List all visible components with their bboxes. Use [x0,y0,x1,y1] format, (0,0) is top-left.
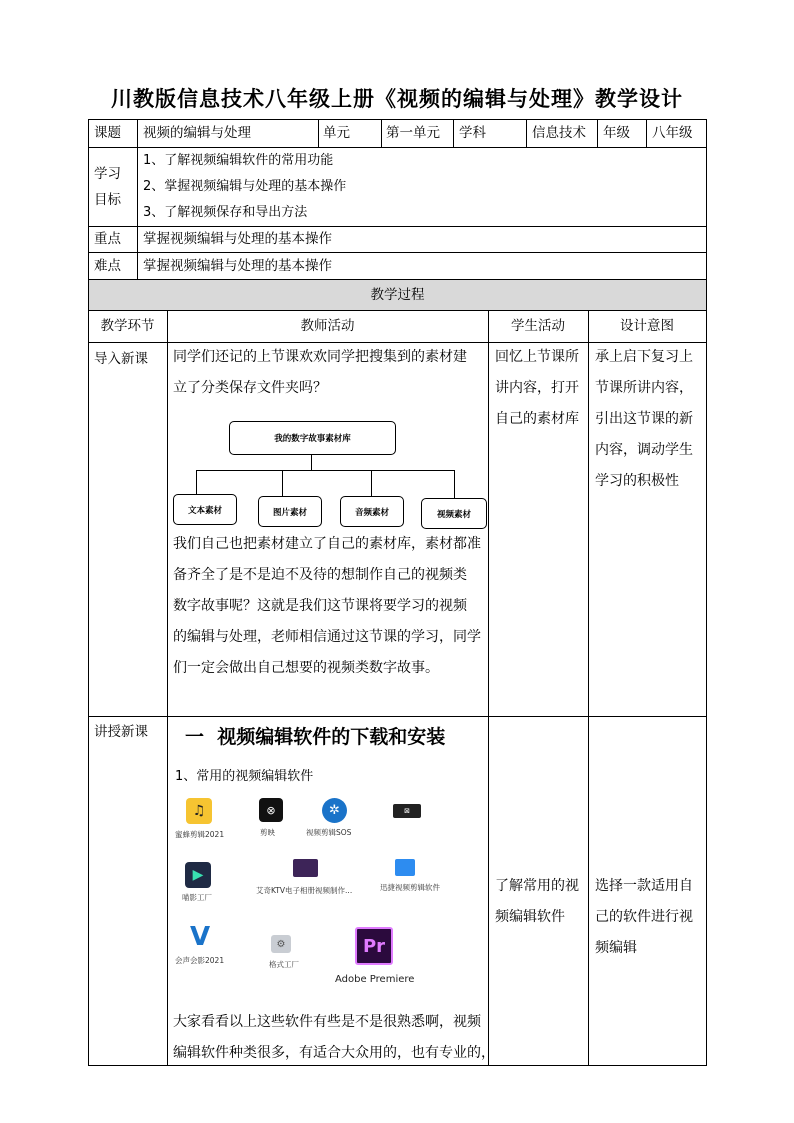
video-sos-icon: ✲ [322,798,347,823]
intro-teacher-line: 我们自己也把素材建立了自己的素材库，素材都准 [173,536,481,552]
intro-teacher-line: 立了分类保存文件夹吗？ [173,380,327,396]
lecture-intent-line: 选择一款适用自 [595,878,693,894]
intro-stage: 导入新课 [94,351,148,367]
intro-teacher-line: 的编辑与处理，老师相信通过这节课的学习，同学 [173,629,481,645]
filmora-icon: ▶ [185,862,211,888]
app-label: 迅捷视频剪辑软件 [380,883,440,892]
lecture-student-line: 频编辑软件 [495,909,565,925]
app-label: 蜜蜂剪辑2021 [175,830,225,839]
course-value: 视频的编辑与处理 [143,125,251,141]
lecture-stage: 讲授新课 [94,724,148,740]
xunjie-video-icon [395,859,415,876]
intro-intent-line: 内容，调动学生 [595,442,693,458]
intro-teacher-line: 们一定会做出自己想要的视频类数字故事。 [173,660,439,676]
lecture-heading: 一 视频编辑软件的下载和安装 [185,726,446,748]
app-label: 剪映 [260,828,275,837]
difficulty-text: 掌握视频编辑与处理的基本操作 [143,258,332,274]
intro-intent-line: 学习的积极性 [595,473,679,489]
unit-key: 单元 [323,125,350,141]
intro-student-line: 讲内容，打开 [495,380,579,396]
app-label: 会声会影2021 [175,956,225,965]
intro-student-line: 自己的素材库 [495,411,579,427]
goals-label-2: 目标 [94,192,121,208]
intro-intent-line: 引出这节课的新 [595,411,693,427]
difficulty-label: 难点 [94,258,121,274]
diagram-child-image: 图片素材 [258,496,322,527]
intro-teacher-line: 同学们还记的上节课欢欢同学把搜集到的素材建 [173,349,467,365]
app-label: 视频剪辑SOS [306,828,352,837]
intro-intent-line: 承上启下复习上 [595,349,693,365]
format-factory-icon: ⚙ [271,935,291,953]
diagram-child-video: 视频素材 [421,498,487,529]
subject-value: 信息技术 [532,125,586,141]
col-header-stage: 教学环节 [100,318,155,334]
diagram-root: 我的数字故事素材库 [229,421,396,455]
key-point-text: 掌握视频编辑与处理的基本操作 [143,231,332,247]
intro-teacher-line: 数字故事呢？这就是我们这节课将要学习的视频 [173,598,467,614]
jianying-small-icon: ⊠ [393,804,421,818]
app-label: 艾奇KTV电子相册视频制作... [256,886,353,895]
app-label: Adobe Premiere [335,974,415,985]
goal-item: 2、掌握视频编辑与处理的基本操作 [143,179,347,194]
course-key: 课题 [94,125,121,141]
jianying-icon: ⊗ [259,798,283,822]
intro-teacher-line: 备齐全了是不是迫不及待的想制作自己的视频类 [173,567,467,583]
col-header-intent: 设计意图 [620,318,674,334]
diagram-child-text: 文本素材 [173,494,237,525]
lecture-teacher-line: 编辑软件种类很多，有适合大众用的，也有专业的， [173,1045,495,1061]
goal-item: 3、了解视频保存和导出方法 [143,205,308,220]
lecture-subheading: 1、常用的视频编辑软件 [175,769,314,784]
grade-value: 八年级 [652,125,693,141]
premiere-icon: Pr [355,927,393,965]
vegas-v-icon: V [189,922,211,952]
app-label: 格式工厂 [269,960,299,969]
bee-cut-icon: ♫ [186,798,212,824]
app-label: 喵影工厂 [182,893,212,902]
document-title: 川教版信息技术八年级上册《视频的编辑与处理》教学设计 [111,87,683,111]
process-header: 教学过程 [370,287,425,303]
lecture-intent-line: 频编辑 [595,940,637,956]
intro-intent-line: 节课所讲内容， [595,380,693,396]
goals-label-1: 学习 [94,166,121,182]
diagram-child-audio: 音频素材 [340,496,404,527]
col-header-student: 学生活动 [511,318,565,334]
unit-value: 第一单元 [386,125,440,141]
intro-student-line: 回忆上节课所 [495,349,579,365]
key-point-label: 重点 [94,231,121,247]
ktv-album-icon [293,859,318,877]
col-header-teacher: 教师活动 [300,318,355,334]
lecture-intent-line: 己的软件进行视 [595,909,693,925]
goal-item: 1、了解视频编辑软件的常用功能 [143,153,334,168]
subject-key: 学科 [459,125,486,141]
lecture-student-line: 了解常用的视 [495,878,579,894]
lecture-teacher-line: 大家看看以上这些软件有些是不是很熟悉啊，视频 [173,1014,481,1030]
grade-key: 年级 [603,125,630,141]
